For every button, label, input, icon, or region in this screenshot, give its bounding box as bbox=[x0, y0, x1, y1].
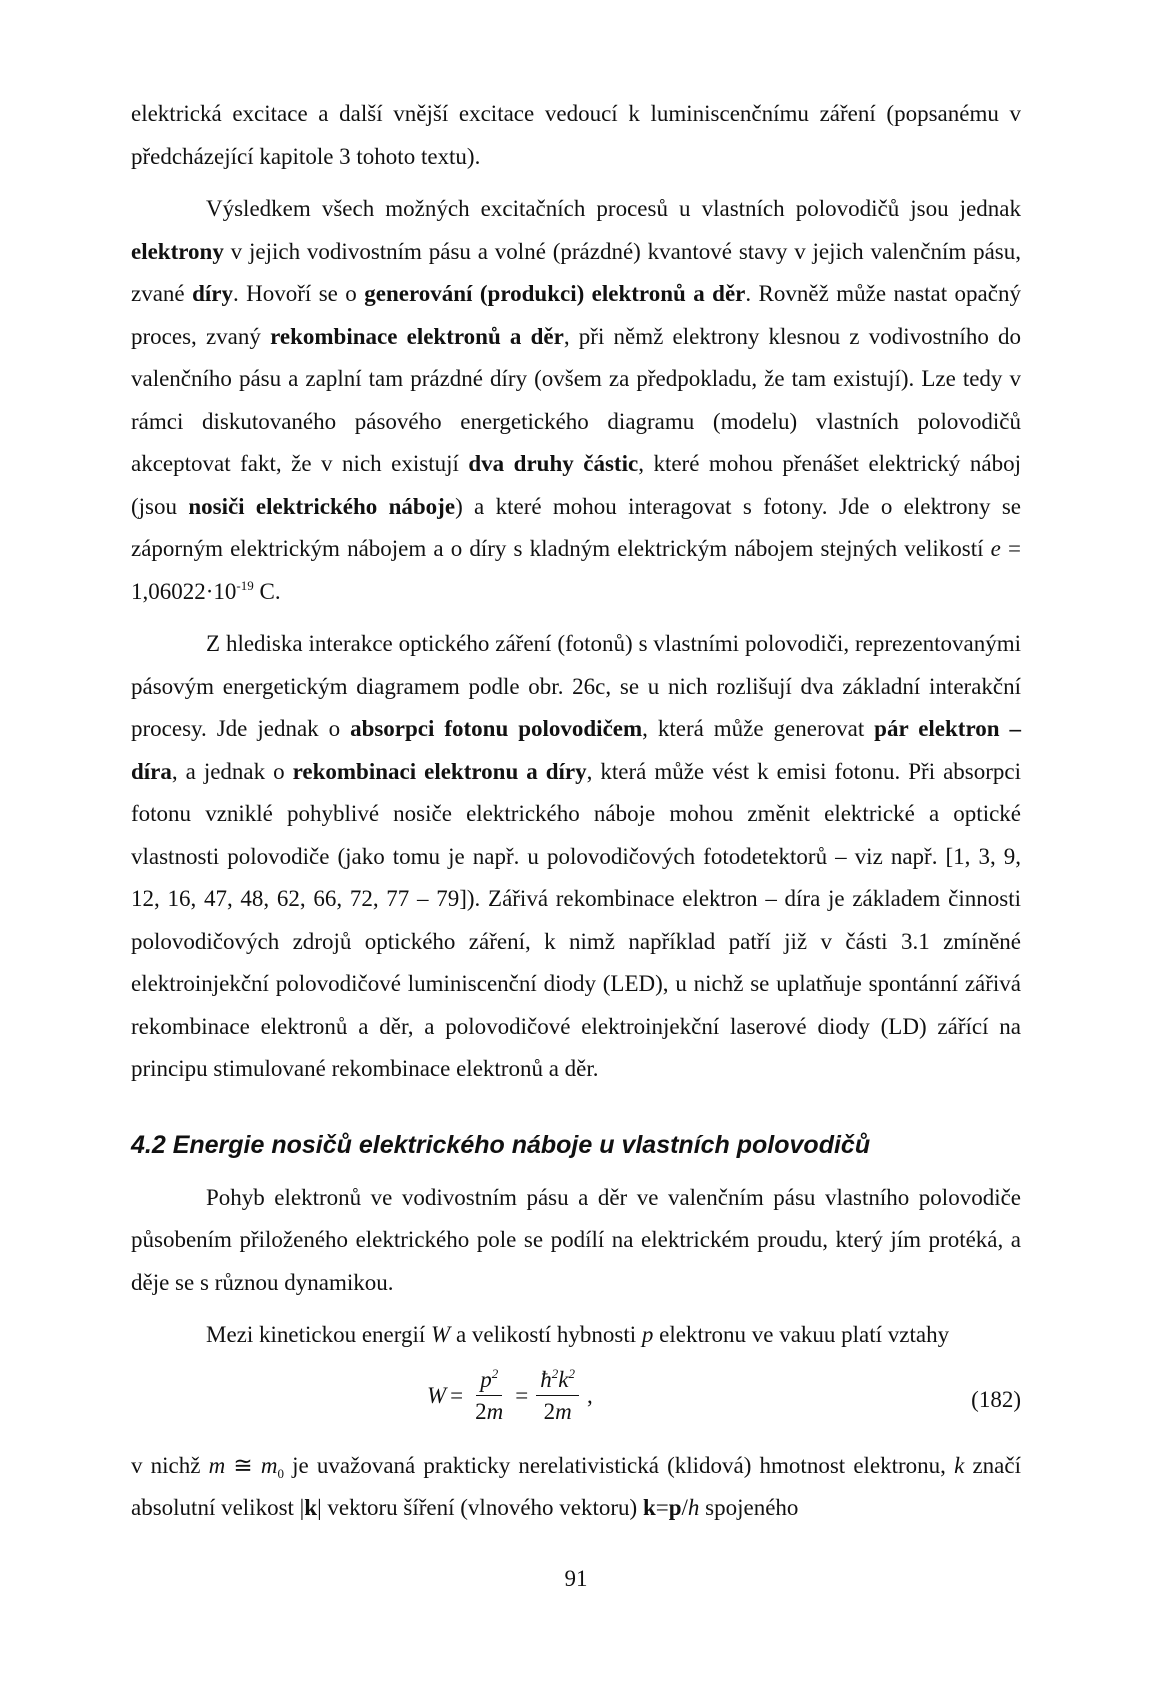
var-hbar: h bbox=[687, 1495, 700, 1520]
var-k: k bbox=[954, 1452, 965, 1478]
f2-hbar: ħ bbox=[540, 1366, 552, 1392]
fraction-1-denominator bbox=[471, 1396, 507, 1428]
f2-den-var: m bbox=[555, 1398, 572, 1424]
p2-text-d: . Hovoří se o bbox=[232, 281, 365, 306]
p6-equals: = bbox=[655, 1495, 669, 1520]
term-rekombinaci: rekombinaci elektronu a díry bbox=[292, 758, 587, 784]
p5-text-b: a velikostí hybnosti bbox=[450, 1322, 642, 1347]
var-m: m bbox=[208, 1452, 226, 1478]
p6-text-c: značí absolutní velikost | bbox=[131, 1452, 1021, 1520]
fraction-2-denominator bbox=[540, 1396, 576, 1428]
p3-text-a: Z hlediska interakce optického záření (fotonů) s vlastními polovodiči, reprezentovanými pásovým energetickým diagramem podle obr. 26c, se u nich rozlišují dva základní interakční procesy. Jde jednak o bbox=[131, 631, 1021, 741]
term-absorpce: absorpci fotonu polovodičem bbox=[350, 716, 643, 741]
vec-k-abs: k bbox=[304, 1495, 318, 1520]
p3-text-e: , která může vést k emisi fotonu. Při absorpci fotonu vzniklé pohyblivé nosiče elektrického náboje mohou změnit elektrické a optické vlastnosti polovodiče (jako tomu je např. u polovodičových fotodetektorů – viz např. [1, 3, 9, 12, 16, 47, 48, 62, 66, 72, 77 – 79]). Zářivá rekombinace elektron – díra je základem činnosti polovodičových zdrojů optického záření, k nimž například patří již v části 3.1 zmíněné elektroinjekční polovodičové luminiscenční diody (LED), u nichž se uplatňuje spontánní zářivá rekombinace elektronů a děr, a polovodičové elektroinjekční laserové diody (LD) zářící na principu stimulované rekombinace elektronů a děr. bbox=[131, 758, 1021, 1081]
eq-equals-1: = bbox=[450, 1382, 464, 1408]
charge-unit: C. bbox=[253, 578, 281, 604]
fraction-1-numerator bbox=[476, 1365, 502, 1396]
approx-sign: ≅ bbox=[225, 1452, 261, 1478]
fraction-1 bbox=[471, 1365, 507, 1428]
fraction-2-numerator bbox=[536, 1365, 579, 1396]
paragraph-3 bbox=[131, 623, 1021, 1091]
var-m0: m bbox=[260, 1452, 278, 1478]
p2-text-c: v jejich vodivostním pásu a volné (prázdné) kvantové stavy v jejich valenčním pásu, zvané bbox=[131, 238, 1021, 306]
fraction-2 bbox=[536, 1365, 579, 1428]
charge-symbol: e bbox=[990, 536, 1001, 561]
charge-exponent: -19 bbox=[236, 577, 254, 593]
p3-text-c: , která může generovat bbox=[642, 716, 875, 741]
p6-text-e: spojeného bbox=[699, 1495, 799, 1520]
paragraph-6 bbox=[131, 1445, 1021, 1530]
p2-text-h: ) a které mohou interagovat s fotony. Jde o elektrony se záporným elektrickým nábojem a o díry s kladným elektrickým nábojem stejných velikostí bbox=[131, 493, 1022, 561]
charge-value: = 1,06022·10 bbox=[131, 536, 1021, 604]
term-generovani: generování (produkci) elektronů a děr bbox=[364, 281, 746, 306]
p6-text-d: | vektoru šíření (vlnového vektoru) bbox=[317, 1495, 643, 1520]
p6-text-a: v nichž bbox=[131, 1452, 209, 1478]
paragraph-5 bbox=[131, 1314, 1021, 1357]
p4-text: Pohyb elektronů ve vodivostním pásu a děr ve valenčním pásu vlastního polovodiče působením přiloženého elektrického pole se podílí na elektrickém proudu, který jím protéká, a děje se s různou dynamikou. bbox=[131, 1184, 1021, 1295]
f2-k-exp: 2 bbox=[568, 1365, 575, 1381]
paragraph-1 bbox=[131, 93, 1021, 178]
f2-hbar-exp: 2 bbox=[551, 1365, 559, 1381]
vec-k: k bbox=[642, 1495, 656, 1520]
page-number: 91 bbox=[564, 1566, 588, 1591]
term-dva-druhy: dva druhy částic bbox=[468, 451, 639, 476]
p1-text: elektrická excitace a další vnější excitace vedoucí k luminiscenčnímu záření (popsanému v předcházející kapitole 3 tohoto textu). bbox=[131, 101, 1021, 169]
p6-slash: / bbox=[681, 1495, 688, 1520]
f1-num-p: p bbox=[480, 1366, 492, 1392]
p6-text-b: je uvažovaná prakticky nerelativistická (klidová) hmotnost elektronu, bbox=[283, 1452, 955, 1478]
term-elektrony: elektrony bbox=[131, 238, 224, 264]
eq-equals-2: = bbox=[515, 1382, 529, 1408]
p2-text-g: , které mohou přenášet elektrický náboj (jsou bbox=[131, 451, 1022, 519]
equation-number: (182) bbox=[971, 1386, 1021, 1412]
term-par: pár elektron – díra bbox=[131, 716, 1022, 784]
p3-text-d: , a jednak o bbox=[171, 758, 293, 784]
p2-text-f: , při němž elektrony klesnou z vodivostního do valenčního pásu a zaplní tam prázdné díry (ovšem za předpokladu, že tam existují). Lze tedy v rámci diskutovaného pásového energetického diagramu (modelu) vlastních polovodičů akceptovat fakt, že v nich existují bbox=[131, 323, 1022, 476]
term-diry: díry bbox=[192, 281, 233, 306]
eq-lhs: W bbox=[427, 1382, 447, 1408]
paragraph-2 bbox=[131, 188, 1021, 613]
term-nosici: nosiči elektrického náboje bbox=[188, 493, 456, 519]
p5-text-a: Mezi kinetickou energií bbox=[206, 1322, 432, 1347]
f1-den-coef: 2 bbox=[475, 1398, 487, 1424]
term-rekombinace: rekombinace elektronů a děr bbox=[270, 323, 564, 349]
equation-182 bbox=[131, 1361, 1021, 1439]
vec-p: p bbox=[668, 1495, 682, 1520]
f1-den-var: m bbox=[486, 1398, 504, 1424]
f2-k: k bbox=[558, 1366, 569, 1392]
p2-text-e: . Rovněž může nastat opačný proces, zvaný bbox=[131, 281, 1021, 349]
f2-den-coef: 2 bbox=[543, 1398, 556, 1424]
section-heading: 4.2 Energie nosičů elektrického náboje u vlastních polovodičů bbox=[131, 1130, 871, 1159]
paragraph-4 bbox=[131, 1177, 1021, 1305]
var-m0-sub: 0 bbox=[277, 1465, 284, 1481]
var-W: W bbox=[431, 1322, 451, 1347]
body-text bbox=[131, 93, 1021, 1530]
p2-text-a: Výsledkem všech možných excitačních procesů u vlastních polovodičů jsou jednak bbox=[206, 196, 1021, 221]
equation-body bbox=[427, 1365, 597, 1428]
var-p: p bbox=[641, 1322, 654, 1347]
eq-comma: , bbox=[586, 1382, 593, 1408]
f1-num-exp: 2 bbox=[491, 1365, 499, 1381]
p5-text-c: elektronu ve vakuu platí vztahy bbox=[653, 1322, 950, 1347]
